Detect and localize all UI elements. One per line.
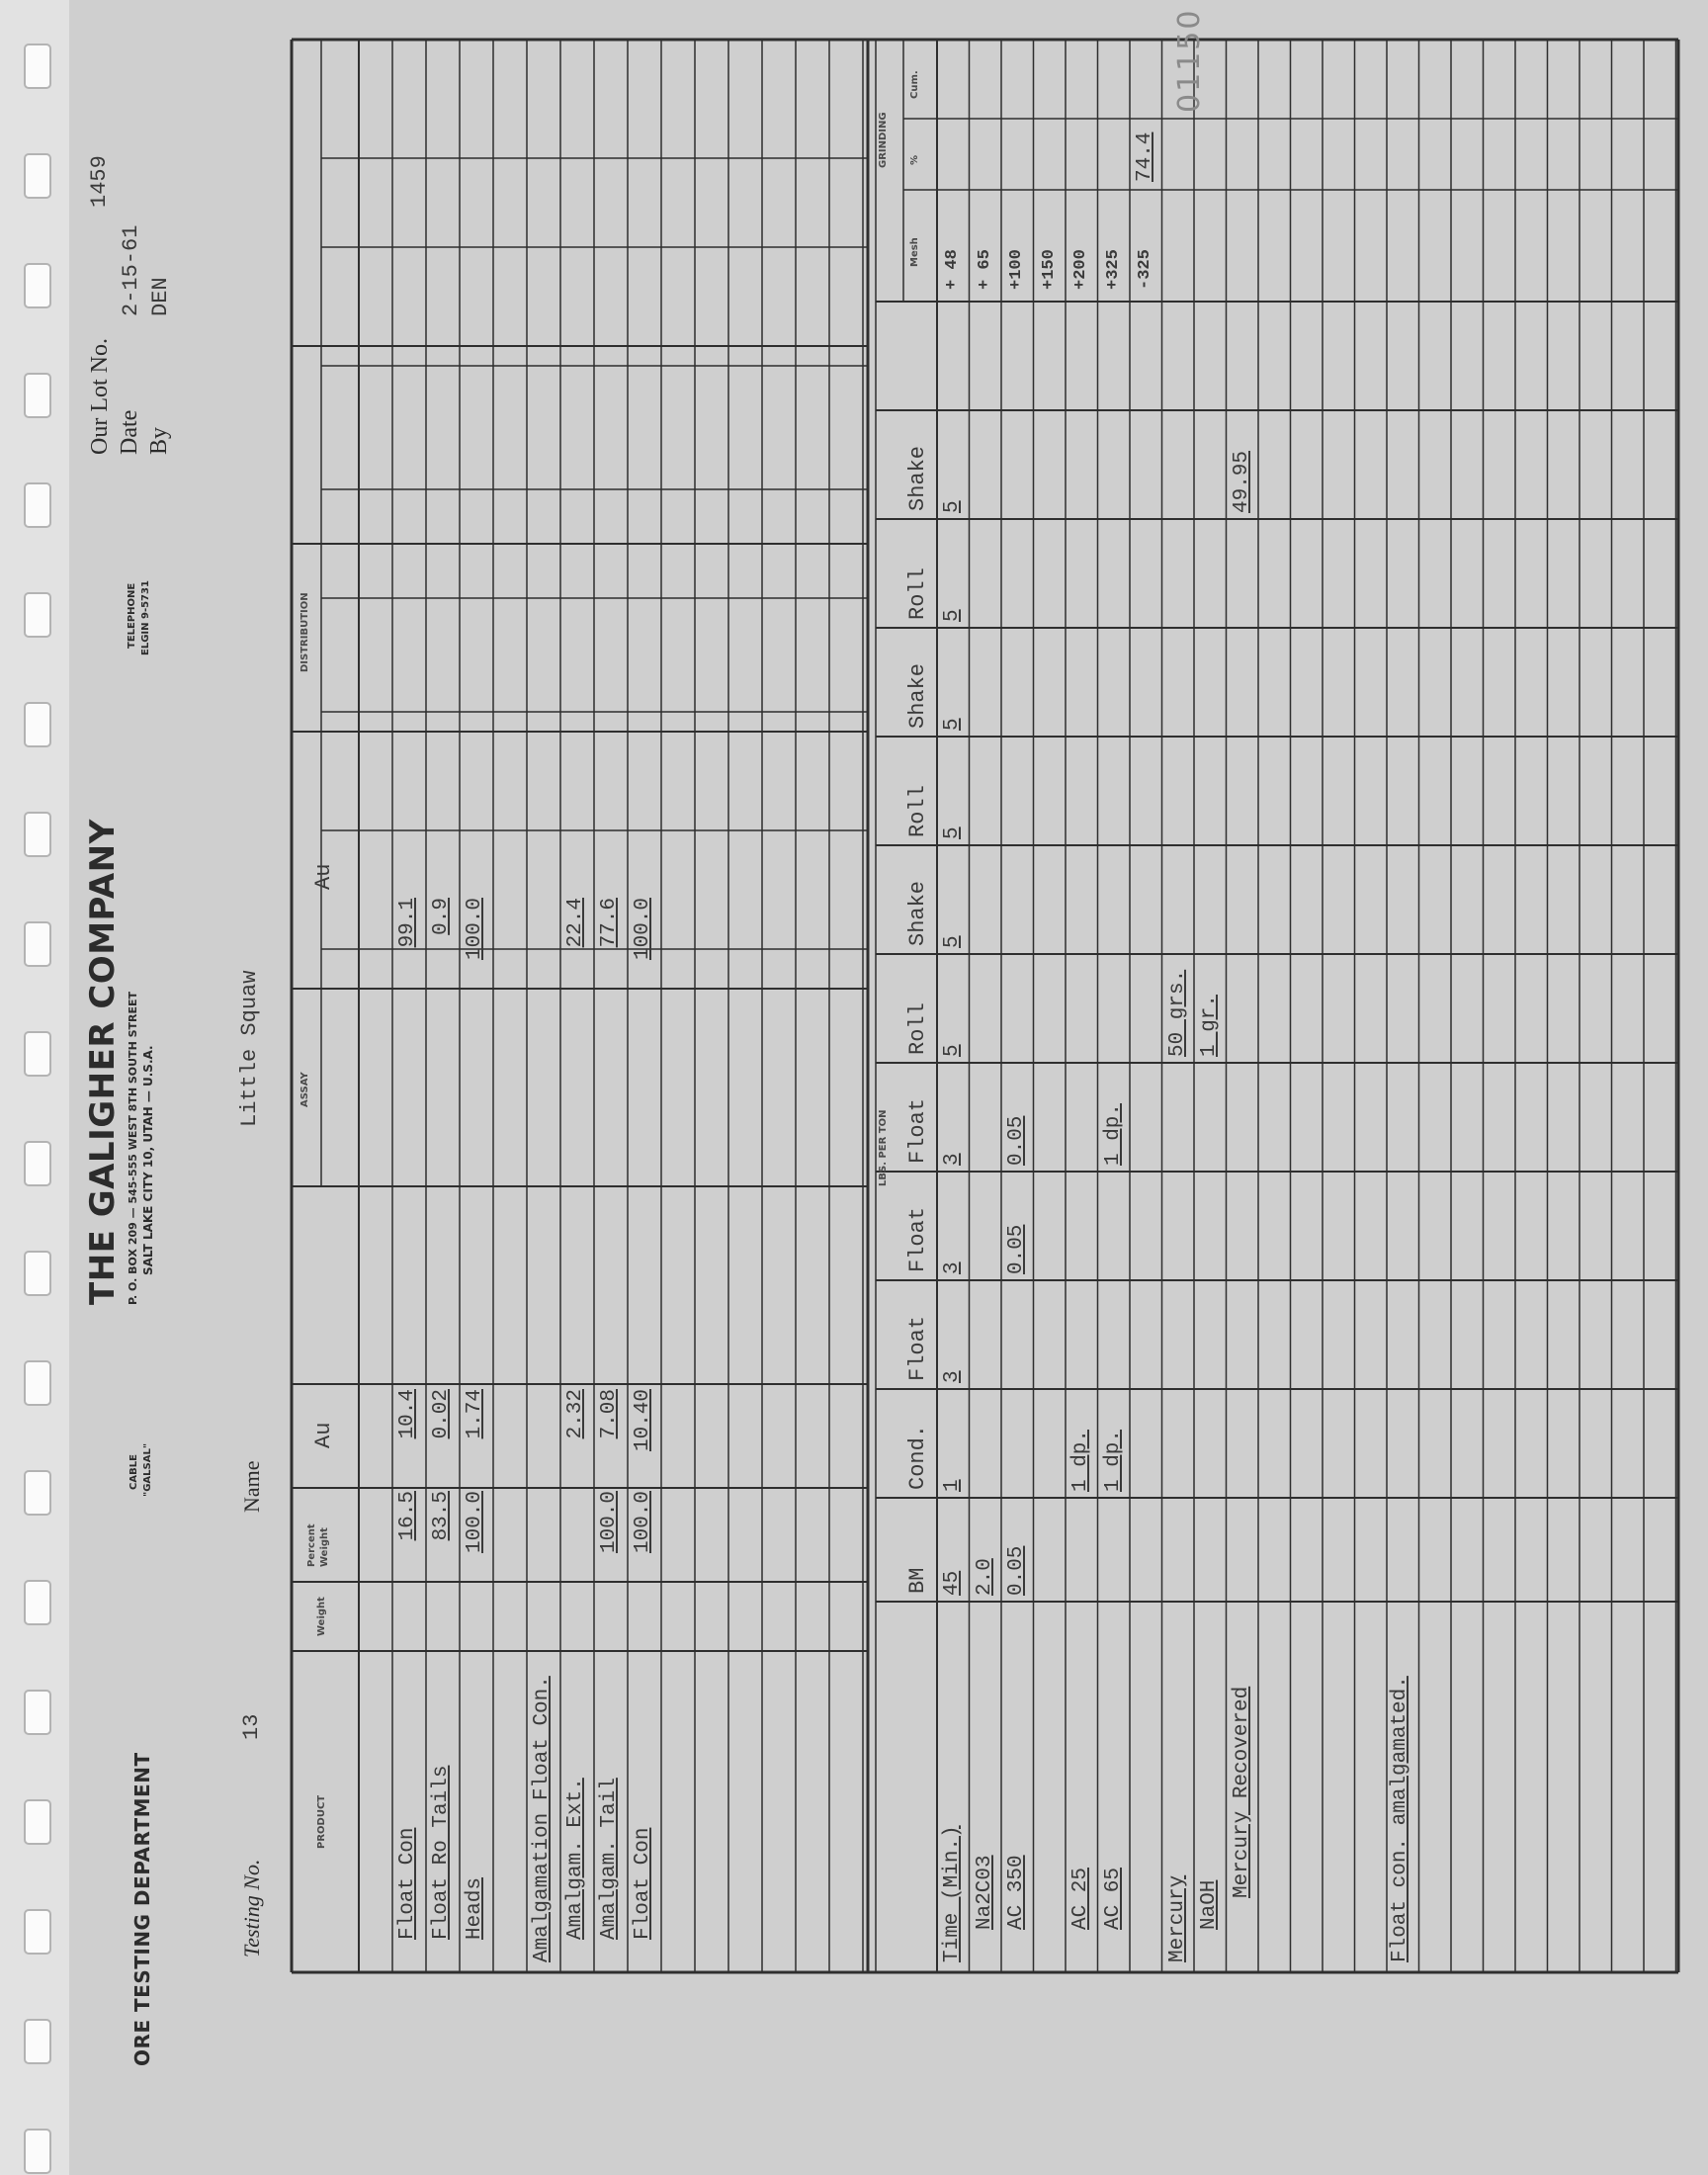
mesh-size-cell: +150 — [1039, 249, 1059, 290]
bottom-row-cell: 1 — [941, 1479, 964, 1492]
bottom-row-label: Mercury Recovered — [1230, 1686, 1253, 1898]
binder-hole — [24, 373, 51, 418]
binder-hole — [24, 921, 51, 967]
grinding-header: % — [909, 154, 920, 165]
binder-hole — [24, 153, 51, 199]
form-grid — [69, 0, 1708, 2175]
bottom-row-cell: 5 — [941, 826, 964, 839]
operation-header: Roll — [905, 785, 930, 837]
au-distribution-cell: 22.4 — [564, 898, 587, 948]
product-cell: Float Ro Tails — [430, 1765, 453, 1940]
percent-weight-cell: 100.0 — [598, 1491, 621, 1554]
au-assay-header: Au — [311, 1422, 336, 1448]
operation-header: Roll — [905, 567, 930, 620]
bottom-row-cell: 5 — [941, 718, 964, 731]
au-assay-cell: 2.32 — [564, 1389, 587, 1439]
bottom-row-cell: 1 gr. — [1198, 994, 1221, 1057]
binder-hole — [24, 44, 51, 89]
product-cell: Amalgamation Float Con. — [531, 1676, 554, 1962]
percent-weight-header: Weight — [319, 1527, 330, 1567]
operation-header: Float — [905, 1206, 930, 1272]
au-distribution-cell: 77.6 — [598, 898, 621, 948]
operation-header: Shake — [905, 880, 930, 946]
bottom-row-cell: 3 — [941, 1153, 964, 1166]
cable-value: "GALSAL" — [142, 1442, 153, 1497]
bottom-row-cell: 3 — [941, 1262, 964, 1274]
percent-weight-cell: 16.5 — [396, 1491, 419, 1541]
bottom-row-label: Float con. amalgamated. — [1388, 1676, 1411, 1962]
form-sheet — [69, 0, 1708, 2175]
operation-header: BM — [905, 1567, 930, 1594]
binder-hole — [24, 2019, 51, 2064]
date-label: Date — [117, 409, 142, 455]
binder-hole — [24, 1470, 51, 1516]
bottom-row-label: Mercury — [1165, 1874, 1189, 1962]
by-label: By — [146, 426, 172, 455]
rotated-form — [69, 0, 1708, 2175]
bottom-row-cell: 3 — [941, 1370, 964, 1383]
department-title: ORE TESTING DEPARTMENT — [130, 1752, 154, 2066]
bottom-row-cell: 49.95 — [1230, 450, 1253, 513]
au-distribution-cell: 0.9 — [430, 898, 453, 935]
testing-number-value: 13 — [239, 1713, 264, 1740]
binder-hole — [24, 2129, 51, 2174]
bottom-row-cell: 0.05 — [1005, 1224, 1028, 1274]
product-header: PRODUCT — [316, 1794, 327, 1849]
bottom-row-cell: 5 — [941, 935, 964, 948]
product-cell: Float Con — [396, 1827, 419, 1940]
cable-label: CABLE — [128, 1454, 139, 1490]
telephone-value: ELGIN 9-5731 — [140, 580, 151, 655]
bottom-row-cell: 0.05 — [1005, 1115, 1028, 1166]
bottom-row-label: AC 65 — [1101, 1867, 1125, 1930]
bottom-row-cell: 50 grs. — [1165, 969, 1189, 1057]
au-distribution-cell: 99.1 — [396, 898, 419, 948]
binder-hole — [24, 1580, 51, 1625]
bottom-row-label: AC 25 — [1069, 1867, 1092, 1930]
au-assay-cell: 1.74 — [464, 1389, 486, 1439]
bottom-row-cell: 5 — [941, 500, 964, 513]
company-address-2: SALT LAKE CITY 10, UTAH — U.S.A. — [141, 1045, 155, 1275]
operation-header: Shake — [905, 445, 930, 511]
au-distribution-header: Au — [311, 863, 336, 890]
percent-weight-cell: 100.0 — [464, 1491, 486, 1554]
bottom-row-cell: 45 — [941, 1570, 964, 1596]
au-distribution-cell: 100.0 — [632, 898, 654, 961]
telephone-label: TELEPHONE — [127, 582, 137, 649]
mesh-size-cell: -325 — [1136, 249, 1154, 290]
product-cell: Float Con — [632, 1827, 654, 1940]
grinding-header: Cum. — [909, 70, 920, 99]
company-name: THE GALIGHER COMPANY — [83, 819, 123, 1305]
lbs-per-ton-label: LBS. PER TON — [878, 1109, 889, 1186]
bottom-row-label: Time (Min.) — [941, 1825, 964, 1962]
binder-hole — [24, 1251, 51, 1296]
bottom-row-label: Na2C03 — [973, 1855, 996, 1930]
au-assay-cell: 10.40 — [632, 1389, 654, 1452]
product-cell: Amalgam. Tail — [598, 1778, 621, 1940]
percent-header: Percent — [306, 1523, 317, 1567]
page-number-stamp: 01150 — [1171, 8, 1207, 113]
testing-number-label: Testing No. — [239, 1859, 264, 1958]
mesh-size-cell: +325 — [1103, 249, 1123, 290]
binder-hole — [24, 1141, 51, 1186]
au-assay-cell: 10.4 — [396, 1389, 419, 1439]
mesh-size-cell: + 48 — [943, 249, 962, 290]
binder-hole — [24, 1690, 51, 1735]
lot-number-label: Our Lot No. — [87, 338, 113, 455]
au-distribution-cell: 100.0 — [464, 898, 486, 961]
lot-number-value: 1459 — [87, 155, 112, 208]
operation-header: Float — [905, 1097, 930, 1164]
grinding-header: Mesh — [909, 237, 920, 267]
by-value: DEN — [148, 277, 173, 316]
binder-hole — [24, 592, 51, 638]
binder-strip — [0, 0, 69, 2175]
weight-header: Weight — [316, 1597, 327, 1636]
mesh-size-cell: + 65 — [975, 249, 994, 290]
bottom-row-cell: 5 — [941, 1044, 964, 1057]
assay-header: ASSAY — [299, 1072, 310, 1107]
bottom-row-label: AC 350 — [1005, 1855, 1028, 1930]
percent-weight-cell: 83.5 — [430, 1491, 453, 1541]
operation-header: Float — [905, 1315, 930, 1381]
binder-hole — [24, 812, 51, 857]
operation-header: Roll — [905, 1002, 930, 1055]
au-assay-cell: 0.02 — [430, 1389, 453, 1439]
bottom-row-cell: 1 dp. — [1069, 1429, 1092, 1492]
name-value: Little Squaw — [237, 970, 262, 1127]
operation-header: Cond. — [905, 1424, 930, 1490]
grinding-label: GRINDING — [878, 112, 889, 168]
bottom-row-cell: 5 — [941, 609, 964, 622]
date-value: 2-15-61 — [119, 224, 143, 316]
grinding-percent-cell: 74.4 — [1134, 131, 1156, 182]
binder-hole — [24, 1031, 51, 1077]
bottom-row-cell: 1 dp. — [1101, 1429, 1125, 1492]
product-cell: Amalgam. Ext. — [564, 1778, 587, 1940]
binder-hole — [24, 1799, 51, 1845]
mesh-size-cell: +100 — [1007, 249, 1026, 290]
mesh-size-cell: +200 — [1071, 249, 1090, 290]
bottom-row-cell: 1 dp. — [1101, 1102, 1125, 1166]
binder-hole — [24, 702, 51, 747]
binder-hole — [24, 1909, 51, 1955]
name-label: Name — [239, 1460, 264, 1513]
bottom-row-label: NaOH — [1198, 1879, 1221, 1930]
au-assay-cell: 7.08 — [598, 1389, 621, 1439]
binder-hole — [24, 482, 51, 528]
product-cell: Heads — [464, 1876, 486, 1940]
distribution-header: DISTRIBUTION — [299, 592, 310, 672]
percent-weight-cell: 100.0 — [632, 1491, 654, 1554]
operation-header: Shake — [905, 662, 930, 729]
company-address-1: P. O. BOX 209 — 545-555 WEST 8TH SOUTH STREET — [127, 991, 139, 1305]
binder-hole — [24, 263, 51, 308]
bottom-row-cell: 2.0 — [973, 1558, 996, 1596]
binder-hole — [24, 1360, 51, 1406]
bottom-row-cell: 0.05 — [1005, 1545, 1028, 1596]
